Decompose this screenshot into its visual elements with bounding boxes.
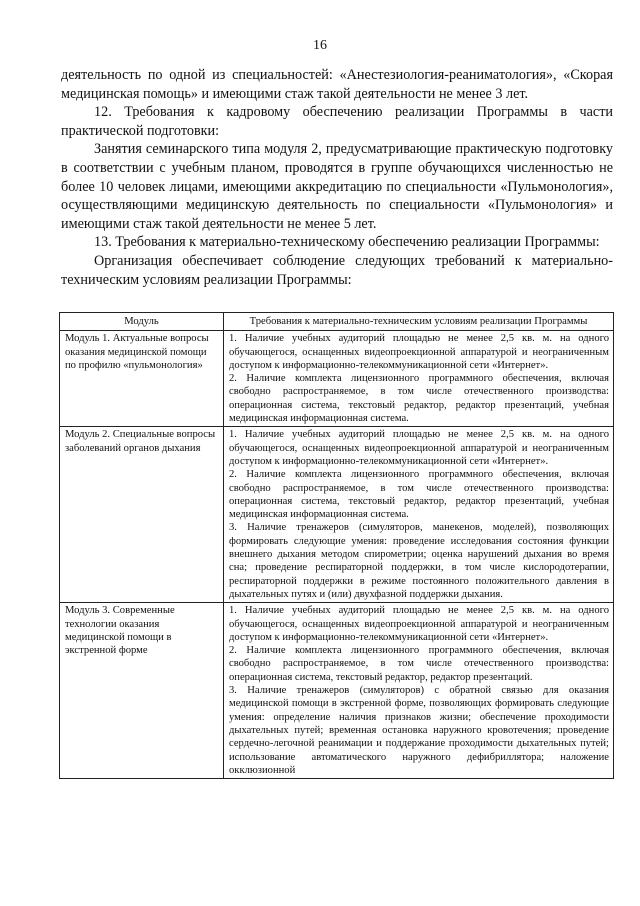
table-row [60, 427, 614, 603]
module-cell: Модуль 2. Специальные вопросы заболеваний органов дыхания [60, 427, 224, 603]
requirement-item: 3. Наличие тренажеров (симуляторов, манекенов, моделей), позволяющих формировать следующие умения: проведение исследования состояния функции внешнего дыхания методом спирометрии; оценка нарушений дыхания во время сна; проведение респираторной поддержки, в том числе кислородотерапии, респираторной поддержки в режиме постоянного положительного давления в дыхательных путях и (или) двухфазной поддержки дыхания. [229, 522, 609, 600]
requirement-item: 2. Наличие комплекта лицензионного программного обеспечения, включая свободно распространяемое, в том числе отечественного производства: операционная система, текстовый редактор, редактор презентаций, учебная медицинская информационная система. [229, 373, 609, 425]
requirements-cell [224, 603, 614, 779]
table-header-row [60, 313, 614, 331]
requirement-item: 2. Наличие комплекта лицензионного программного обеспечения, включая свободно распространяемое, в том числе отечественного производства: операционная система, текстовый редактор, редактор презентаций. [229, 645, 609, 683]
requirements-cell [224, 331, 614, 427]
requirements-table [59, 312, 614, 779]
requirement-item: 2. Наличие комплекта лицензионного программного обеспечения, включая свободно распространяемое, в том числе отечественного производства: операционная система, текстовый редактор, редактор презентаций, учебная медицинская информационная система. [229, 469, 609, 521]
section-12-paragraph: Занятия семинарского типа модуля 2, предусматривающие практическую подготовку в соответствии с учебным планом, проводятся в группе обучающихся численностью не более 10 человек лицами, имеющими аккредитацию по специальности «Пульмонология», осуществляющими медицинскую деятельность по специальности «Пульмонология» и имеющими стаж такой деятельности не менее 5 лет. [61, 141, 613, 232]
requirement-item: 3. Наличие тренажеров (симуляторов) с обратной связью для оказания медицинской помощи в экстренной форме, позволяющих формировать следующие умения: определение наличия признаков жизни; обеспечение проходимости дыхательных путей; временная остановка наружного кровотечения; проведение сердечно-легочной реанимации и поддержание проходимости дыхательных путей; использование автоматического наружного дефибриллятора; наложение окклюзионной [229, 685, 609, 776]
paragraph-continuation: деятельность по одной из специальностей: «Анестезиология-реаниматология», «Скорая медицинская помощь» и имеющими стаж такой деятельности не менее 3 лет. [61, 67, 613, 102]
requirements-cell [224, 427, 614, 603]
section-12-heading: 12. Требования к кадровому обеспечению реализации Программы в части практической подготовки: [61, 104, 613, 139]
module-cell: Модуль 3. Современные технологии оказания медицинской помощи в экстренной форме [60, 603, 224, 779]
module-cell: Модуль 1. Актуальные вопросы оказания медицинской помощи по профилю «пульмонология» [60, 331, 224, 427]
body-text [61, 66, 613, 289]
column-header-requirements: Требования к материально-техническим условиям реализации Программы [224, 313, 614, 331]
requirement-item: 1. Наличие учебных аудиторий площадью не менее 2,5 кв. м. на одного обучающегося, оснащенных видеопроекционной аппаратурой и неограниченным доступом к информационно-телекоммуникационной сети «Интернет». [229, 333, 609, 371]
section-13-heading: 13. Требования к материально-техническому обеспечению реализации Программы: [94, 234, 600, 251]
page-number: 16 [313, 38, 327, 53]
section-13-paragraph: Организация обеспечивает соблюдение следующих требований к материально-техническим условиям реализации Программы: [61, 252, 613, 288]
table-row [60, 331, 614, 427]
requirement-item: 1. Наличие учебных аудиторий площадью не менее 2,5 кв. м. на одного обучающегося, оснащенных видеопроекционной аппаратурой и неограниченным доступом к информационно-телекоммуникационной сети «Интернет». [229, 429, 609, 467]
column-header-module: Модуль [60, 313, 224, 331]
table-row [60, 603, 614, 779]
requirement-item: 1. Наличие учебных аудиторий площадью не менее 2,5 кв. м. на одного обучающегося, оснащенных видеопроекционной аппаратурой и неограниченным доступом к информационно-телекоммуникационной сети «Интернет». [229, 605, 609, 643]
